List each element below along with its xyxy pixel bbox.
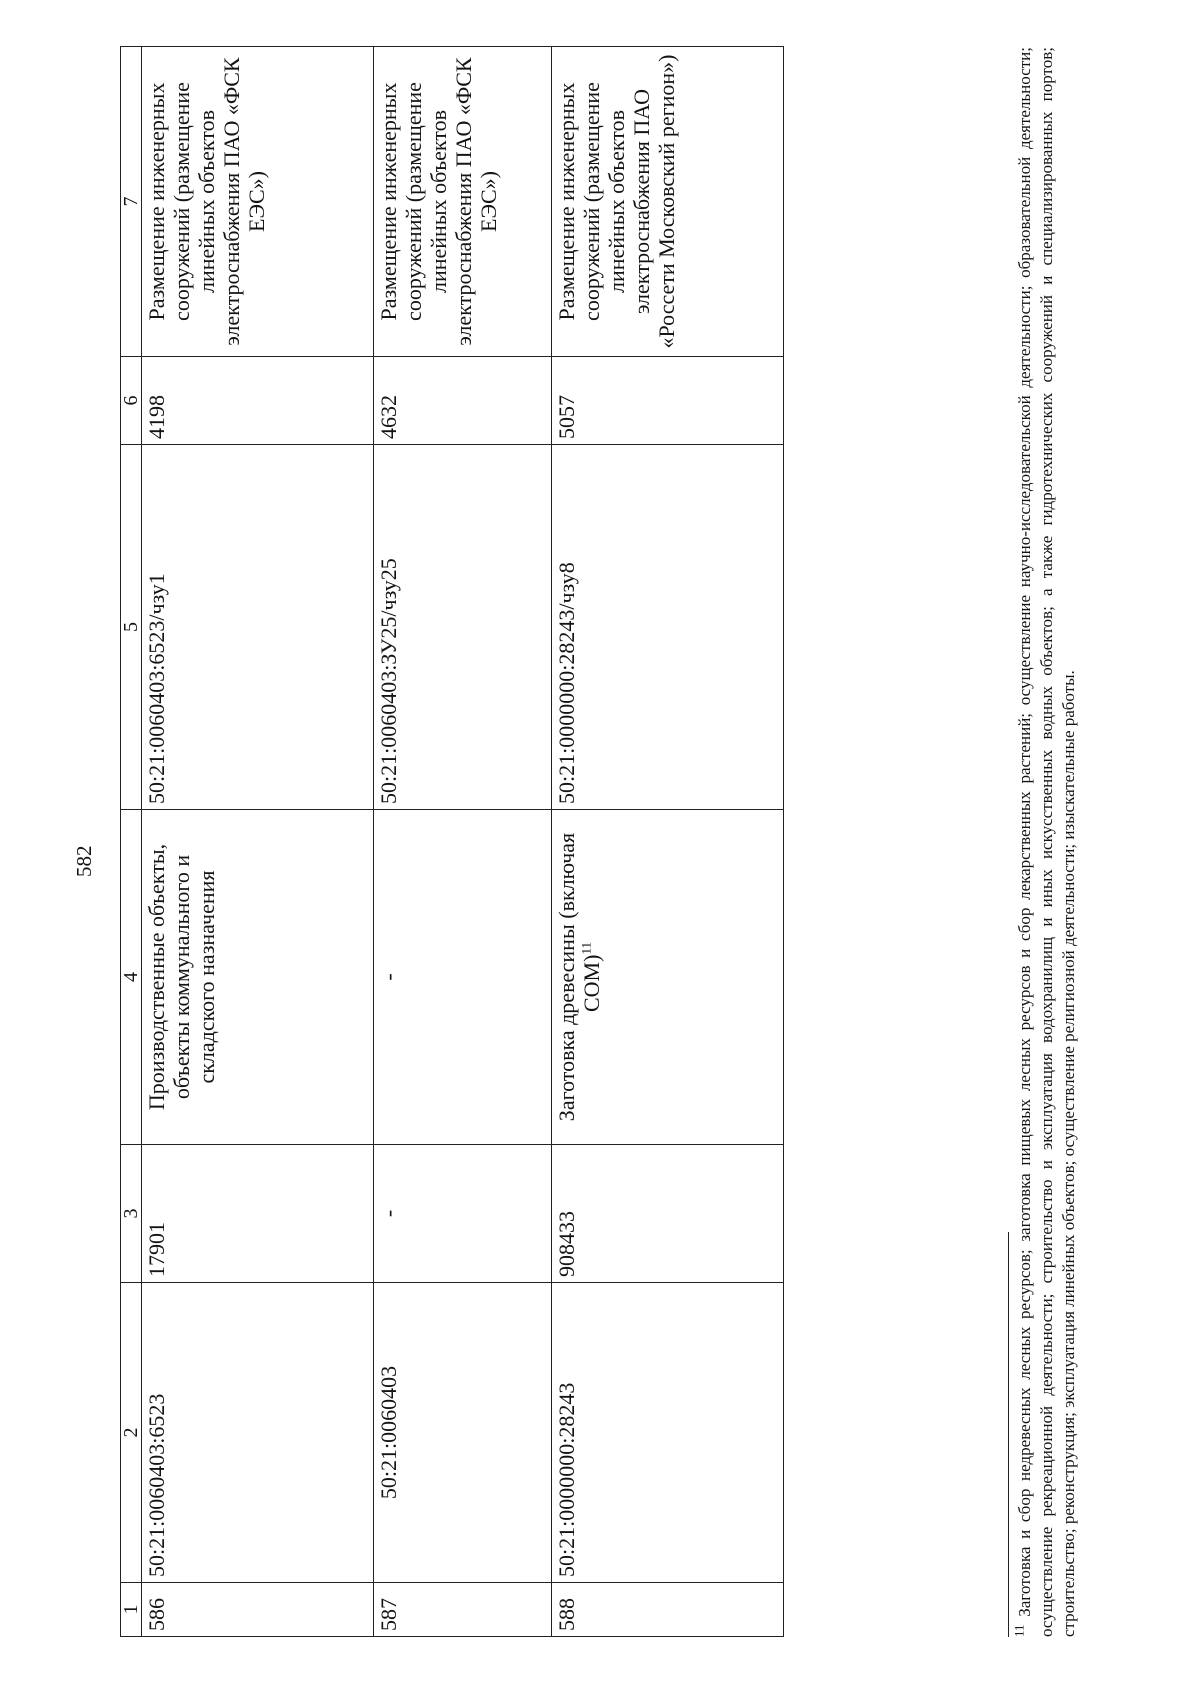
- column-number: 4: [121, 810, 142, 1145]
- part-purpose: Размещение инженерных сооружений (размещение линейных объектов электроснабжения ПАО «ФСК ЕЭС»): [142, 47, 374, 357]
- footnote-divider: [1008, 1232, 1009, 1637]
- row-number: 588: [552, 1583, 784, 1637]
- part-cadastral-number: 50:21:0060403:ЗУ25/чзу25: [374, 445, 552, 810]
- permitted-use: [374, 810, 552, 1145]
- footnote-ref: 11: [578, 942, 594, 955]
- part-area: 5057: [552, 357, 784, 445]
- page-number: 582: [72, 845, 96, 877]
- land-plot-table: [120, 46, 784, 1637]
- table-row: [552, 47, 784, 1637]
- cadastral-number: 50:21:0000000:28243: [552, 1283, 784, 1583]
- column-number-row: [121, 47, 142, 1637]
- footnote-mark: 11: [1011, 1624, 1027, 1637]
- footnote: [1011, 46, 1080, 1637]
- column-number: 7: [121, 47, 142, 357]
- column-number: 6: [121, 357, 142, 445]
- table-row: [142, 47, 374, 1637]
- part-purpose: Размещение инженерных сооружений (размещение линейных объектов электроснабжения ПАО «Россети Московский регион»): [552, 47, 784, 357]
- plot-area: 908433: [552, 1145, 784, 1283]
- permitted-use: [552, 810, 784, 1145]
- part-cadastral-number: 50:21:0000000:28243/чзу8: [552, 445, 784, 810]
- permitted-use-text: Производственные объекты, объекты коммунального и складского назначения: [144, 843, 219, 1111]
- row-number: 587: [374, 1583, 552, 1637]
- column-number: 1: [121, 1583, 142, 1637]
- part-cadastral-number: 50:21:0060403:6523/чзу1: [142, 445, 374, 810]
- permitted-use-text: -: [376, 973, 401, 981]
- column-number: 3: [121, 1145, 142, 1283]
- column-number: 2: [121, 1283, 142, 1583]
- footnote-text: Заготовка и сбор недревесных лесных ресурсов; заготовка пищевых лесных ресурсов и сбор лекарственных растений; осуществление научно-исследовательской деятельности; образовательной деятельности; осуществление рекреационной деятельности; строительство и эксплуатация водохранилищ и иных искусственных водных объектов; а также гидротехнических сооружений и специализированных портов; строительство; реконструкция; эксплуатация линейных объектов; осуществление религиозной деятельности; изыскательные работы.: [1015, 46, 1078, 1637]
- plot-area: -: [374, 1145, 552, 1283]
- part-area: 4198: [142, 357, 374, 445]
- column-number: 5: [121, 445, 142, 810]
- part-area: 4632: [374, 357, 552, 445]
- plot-area: 17901: [142, 1145, 374, 1283]
- row-number: 586: [142, 1583, 374, 1637]
- cadastral-number: 50:21:0060403:6523: [142, 1283, 374, 1583]
- permitted-use-text: Заготовка древесины (включая СОМ): [554, 832, 604, 1122]
- part-purpose: Размещение инженерных сооружений (размещение линейных объектов электроснабжения ПАО «ФСК ЕЭС»): [374, 47, 552, 357]
- table-row: [374, 47, 552, 1637]
- permitted-use: [142, 810, 374, 1145]
- cadastral-number: 50:21:0060403: [374, 1283, 552, 1583]
